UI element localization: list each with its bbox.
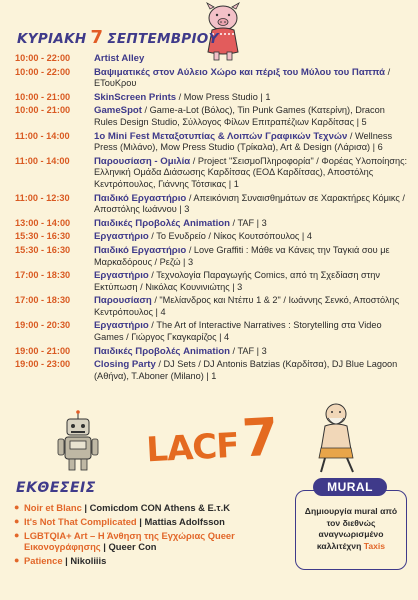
schedule-row <box>15 359 410 382</box>
schedule-row <box>15 67 410 90</box>
event-title: Παιδικές Προβολές Animation <box>94 217 230 229</box>
schedule-row <box>15 53 410 65</box>
event-details: / Απεικόνιση Συναισθημάτων σε Χαρακτήρες Κόμικς / Αποστόλης Ιωάννου | 3 <box>94 192 405 215</box>
event-time: 15:30 - 16:30 <box>15 244 71 255</box>
event-title: SkinScreen Prints <box>94 91 177 103</box>
event-time: 19:00 - 21:00 <box>15 345 71 356</box>
exhibition-name: LGBTQIA+ Art – Η Άνθηση της Εγχώριας Queer Εικονογράφησης <box>24 529 235 553</box>
event-time: 11:00 - 14:00 <box>15 155 70 166</box>
event-title: Εργαστήριο <box>94 320 149 332</box>
event-details: / Mow Press Studio | 1 <box>176 91 271 102</box>
exhibition-name: Patience <box>24 555 63 567</box>
event-time: 13:00 - 14:00 <box>15 217 71 228</box>
bullet-icon: ● <box>14 529 20 540</box>
event-details: / TAF | 3 <box>229 217 267 228</box>
bullet-icon: ● <box>14 502 20 512</box>
event-title: Closing Party <box>94 359 156 371</box>
event-details: / Love Graffiti : Μάθε να Κάνεις την Ταγκιά σου με Μαρκαδόρους / Ρεζώ | 3 <box>94 244 390 267</box>
event-title: Παρουσίαση - Ομιλία <box>94 155 191 167</box>
event-time: 19:00 - 23:00 <box>15 359 71 370</box>
schedule-row <box>15 156 410 191</box>
schedule-row <box>15 105 410 128</box>
event-time: 17:00 - 18:30 <box>15 295 71 306</box>
event-title: Artist Alley <box>94 53 145 64</box>
event-time: 10:00 - 21:00 <box>15 105 71 116</box>
day-title <box>17 27 219 48</box>
schedule-row <box>15 193 410 216</box>
schedule-list <box>15 53 410 384</box>
event-time: 10:00 - 22:00 <box>15 66 71 77</box>
day-number: 7 <box>90 27 104 48</box>
event-time: 11:00 - 12:30 <box>15 192 70 203</box>
exhibition-item <box>14 530 294 554</box>
event-details: / ΕΤουΚρου <box>94 66 391 89</box>
bullet-icon: ● <box>14 555 20 566</box>
event-time: 19:00 - 20:30 <box>15 320 71 331</box>
logo-text: LACF <box>145 425 240 471</box>
schedule-row <box>15 346 410 358</box>
event-details: / Game-a-Lot (Βόλος), Tin Punk Games (Κατερίνη), Dracon Rules Design Studio, Σύλλογος Φίλων Επιτραπέζιων Καρδίτσας | 5 <box>94 105 385 127</box>
exhibition-artist: | Comicdom CON Athens & Ε.τ.Κ <box>81 502 230 513</box>
event-details: / TAF | 3 <box>229 345 267 356</box>
day-prefix: ΚΥΡΙΑΚΗ <box>17 31 87 47</box>
schedule-row <box>15 295 410 318</box>
schedule-row <box>15 218 410 230</box>
schedule-row <box>15 92 410 104</box>
exhibition-artist: | Mattias Adolfsson <box>136 515 225 527</box>
exhibition-name: Noir et Blanc <box>24 502 82 513</box>
event-title: Παιδικές Προβολές Animation <box>94 345 230 357</box>
exhibition-item <box>14 502 294 514</box>
event-title: GameSpot <box>94 105 142 117</box>
event-details: / Το Ενυδρείο / Νίκος Κουτσόπουλος | 4 <box>148 231 312 242</box>
schedule-row <box>15 231 410 243</box>
exhibition-artist: | Nikoliiis <box>62 555 107 567</box>
schedule-row <box>15 131 410 154</box>
exhibition-item <box>14 555 294 567</box>
event-title: Παιδικό Εργαστήριο <box>94 244 187 256</box>
exhibition-name: It's Not That Complicated <box>24 515 137 527</box>
month-label: ΣΕΠΤΕΜΒΡΙΟΥ <box>107 31 219 47</box>
schedule-row <box>15 270 410 293</box>
event-time: 10:00 - 21:00 <box>15 91 71 102</box>
event-details: / The Art of Interactive Narratives : Storytelling στα Video Games / Γιώργος Γκαγκαρίζος | 4 <box>94 320 382 343</box>
event-time: 15:30 - 16:30 <box>15 231 71 242</box>
event-title: Παιδικό Εργαστήριο <box>94 192 187 204</box>
exhibition-artist: | Queer Con <box>100 541 157 553</box>
event-details: / Τεχνολογία Παραγωγής Comics, από τη Σχεδίαση στην Εκτύπωση / Νικόλας Κουνινιώτης | 3 <box>94 270 381 292</box>
festival-logo <box>145 407 279 471</box>
event-details: / Wellness Press (Μιλάνο), Mow Press Studio (Τρίκαλα), Art & Design (Λάρισα) | 6 <box>94 130 393 153</box>
exhibitions-title: ΕΚΘΕΣΕΙΣ <box>16 480 96 496</box>
logo-number: 7 <box>240 407 279 470</box>
schedule-row <box>15 245 410 268</box>
event-details: / DJ Sets / DJ Antonis Batzias (Καρδίτσα), DJ Blue Lagoon (Αθήνα), T.Aboner (Milano) | 1 <box>94 359 398 381</box>
man-illustration <box>311 402 365 474</box>
event-title: Παρουσίαση <box>94 295 152 307</box>
schedule-row <box>15 320 410 343</box>
event-details: / "Μελίανδρος και Ντέπυ 1 & 2" / Ιωάννης Σενκό, Αποστόλης Κεντρόπουλος | 4 <box>94 295 400 317</box>
event-details: / Project "ΣεισμοΠληροφορία" / Φορέας Υλοποίησης: Ελληνική Ομάδα Διάσωσης Καρδίτσας (ΕΟΔ Καρδίτσας), Αποστόλης Κεντρόπουλος, Γιάννης Τότσικας | 1 <box>94 155 408 189</box>
event-title: Βαψιματικές στον Αύλειο Χώρο και πέριξ του Μύλου του Παππά <box>94 66 386 78</box>
event-title: Εργαστήριο <box>94 270 149 282</box>
event-title: 1ο Mini Fest Μεταξοτυπίας & Λοιπών Γραφικών Τεχνών <box>94 130 348 142</box>
bullet-icon: ● <box>14 515 20 526</box>
event-time: 11:00 - 14:00 <box>15 130 70 141</box>
robot-illustration <box>56 410 104 472</box>
event-time: 10:00 - 22:00 <box>15 53 71 63</box>
event-title: Εργαστήριο <box>94 231 149 243</box>
exhibition-item <box>14 516 294 528</box>
mural-text: Δημιουργία mural από τον διεθνώς αναγνωρισμένο καλλιτέχνη <box>304 506 398 551</box>
mural-artist: Taxis <box>363 540 386 551</box>
exhibitions-list <box>14 502 294 569</box>
mural-description <box>298 506 404 552</box>
mural-title: MURAL <box>313 478 387 496</box>
event-time: 17:00 - 18:30 <box>15 270 71 281</box>
